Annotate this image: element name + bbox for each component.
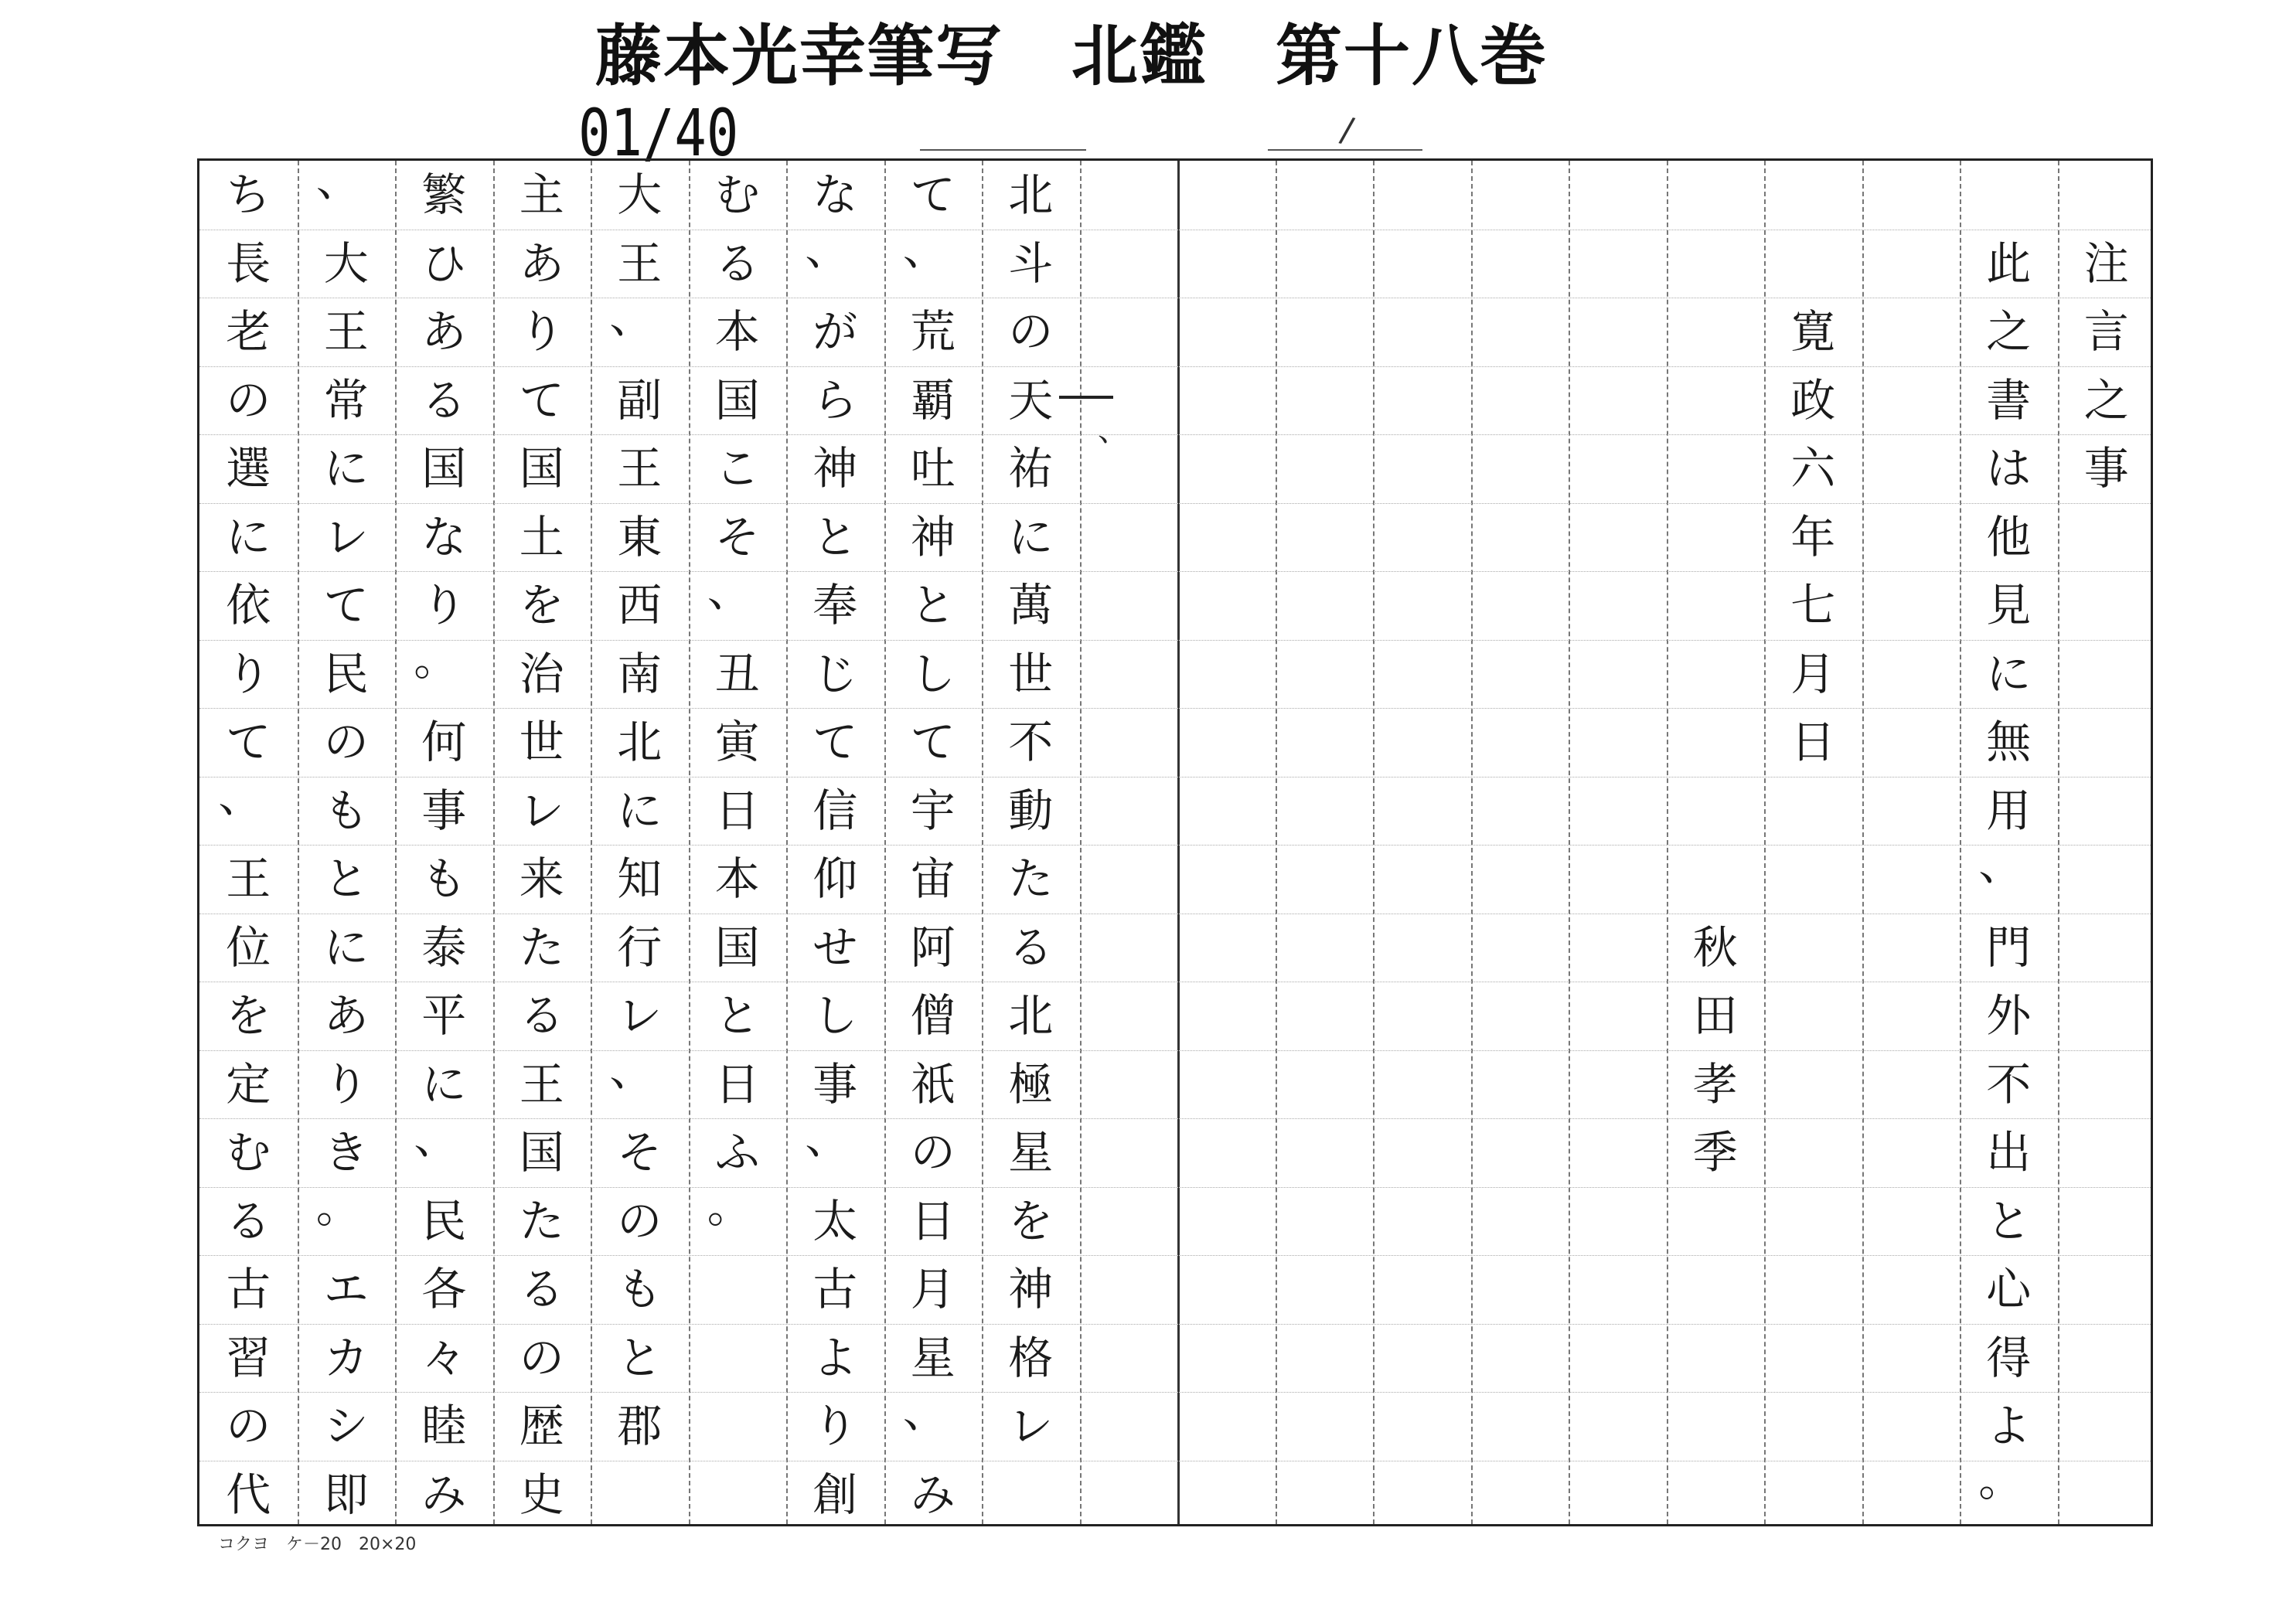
document-title: 藤本光幸筆写 北鑑 第十八巻 (595, 18, 1548, 95)
scan-dash-mark (920, 149, 1086, 151)
glyph: せ (812, 920, 858, 974)
grid-row-line (199, 640, 2151, 641)
glyph: と (910, 579, 956, 632)
glyph: 本 (714, 305, 760, 359)
glyph: 神 (812, 442, 858, 495)
glyph: 政 (1790, 373, 1836, 427)
glyph: に (421, 1057, 467, 1111)
glyph: 睦 (421, 1400, 467, 1453)
glyph: 大 (323, 236, 369, 290)
glyph: 無 (1986, 716, 2032, 769)
glyph: 本 (714, 852, 760, 906)
glyph: 世 (1008, 647, 1054, 700)
glyph: エ (323, 1263, 369, 1316)
glyph: る (226, 1194, 271, 1247)
glyph: 即 (323, 1468, 369, 1521)
glyph: 極 (1008, 1057, 1054, 1111)
glyph: 斗 (1008, 236, 1054, 290)
grid-row-line (199, 366, 2151, 367)
glyph: 繁 (421, 168, 467, 222)
glyph: 平 (421, 989, 467, 1043)
glyph: 民 (421, 1194, 467, 1247)
glyph: 吐 (910, 442, 956, 495)
glyph: も (617, 1263, 663, 1316)
glyph: 何 (421, 716, 467, 769)
glyph: た (1008, 852, 1054, 906)
glyph: 用 (1986, 784, 2032, 837)
glyph: る (421, 373, 467, 427)
glyph: ら (812, 373, 858, 427)
glyph: と (323, 852, 369, 906)
glyph: 阿 (910, 920, 956, 974)
glyph: 王 (323, 305, 369, 359)
glyph: 依 (226, 579, 271, 632)
grid-row-line (199, 1118, 2151, 1119)
glyph: 萬 (1008, 579, 1054, 632)
glyph: み (421, 1468, 467, 1521)
glyph: り (323, 1057, 369, 1111)
glyph: に (1008, 510, 1054, 563)
glyph: 、 (414, 1111, 459, 1165)
glyph: シ (323, 1400, 369, 1453)
glyph: 荒 (910, 305, 956, 359)
grid-row-line (199, 571, 2151, 572)
glyph: 六 (1790, 442, 1836, 495)
glyph: よ (1986, 1400, 2032, 1453)
glyph: 祐 (1008, 442, 1054, 495)
glyph: の (617, 1194, 663, 1247)
glyph: る (519, 1263, 564, 1316)
glyph: 知 (617, 852, 663, 906)
glyph: 宙 (910, 852, 956, 906)
glyph: 、 (902, 1385, 948, 1438)
glyph: と (714, 989, 760, 1043)
glyph: 長 (226, 236, 271, 290)
glyph: 動 (1008, 784, 1054, 837)
glyph: 門 (1986, 920, 2032, 974)
glyph: 之 (2083, 373, 2129, 427)
glyph: 月 (910, 1263, 956, 1316)
body-line-9-text (199, 161, 200, 162)
glyph: も (323, 784, 369, 837)
glyph: 位 (226, 920, 271, 974)
glyph: 、 (902, 222, 948, 275)
grid-row-line (199, 1392, 2151, 1393)
glyph: 北 (1008, 168, 1054, 222)
glyph: し (812, 989, 858, 1043)
glyph: 七 (1790, 579, 1836, 632)
glyph: 田 (1692, 989, 1738, 1043)
glyph: 信 (812, 784, 858, 837)
glyph: 王 (519, 1057, 564, 1111)
glyph: 常 (323, 373, 369, 427)
glyph: 治 (519, 647, 564, 700)
glyph: 寛 (1790, 305, 1836, 359)
glyph: 古 (226, 1263, 271, 1316)
glyph: 。 (414, 632, 459, 686)
glyph: な (812, 168, 858, 222)
glyph: 日 (714, 1057, 760, 1111)
glyph: 、 (1978, 838, 2024, 891)
glyph: 国 (421, 442, 467, 495)
glyph: 此 (1986, 236, 2032, 290)
page-number: 01/40 (578, 95, 739, 171)
glyph: ち (226, 168, 271, 222)
glyph: 東 (617, 510, 663, 563)
glyph: の (910, 1126, 956, 1179)
glyph: 僧 (910, 989, 956, 1043)
glyph: 他 (1986, 510, 2032, 563)
glyph: り (812, 1400, 858, 1453)
glyph: 星 (910, 1331, 956, 1384)
glyph: り (226, 647, 271, 700)
glyph: 史 (519, 1468, 564, 1521)
grid-row-line (199, 503, 2151, 504)
glyph: 孝 (1692, 1057, 1738, 1111)
glyph: 不 (1008, 716, 1054, 769)
glyph: 国 (714, 373, 760, 427)
glyph: の (226, 1400, 271, 1453)
glyph: 言 (2083, 305, 2129, 359)
glyph: 太 (812, 1194, 858, 1247)
glyph: は (1986, 442, 2032, 495)
glyph: あ (519, 236, 564, 290)
glyph: 事 (812, 1057, 858, 1111)
glyph: 見 (1986, 579, 2032, 632)
glyph: レ (617, 989, 663, 1043)
glyph: 民 (323, 647, 369, 700)
glyph: る (519, 989, 564, 1043)
glyph: 創 (812, 1468, 858, 1521)
glyph: た (519, 1194, 564, 1247)
glyph: む (226, 1126, 271, 1179)
glyph: レ (323, 510, 369, 563)
glyph: 国 (519, 1126, 564, 1179)
grid-row-line (199, 708, 2151, 709)
glyph: 之 (1986, 305, 2032, 359)
glyph: 不 (1986, 1057, 2032, 1111)
grid-row-line (199, 1050, 2151, 1051)
slash-mark: / (1337, 110, 1358, 151)
glyph: 国 (714, 920, 760, 974)
glyph: 宇 (910, 784, 956, 837)
glyph: 神 (910, 510, 956, 563)
grid-row-line (199, 845, 2151, 846)
glyph: 、 (805, 222, 850, 275)
glyph: 、 (707, 564, 752, 618)
glyph: り (519, 305, 564, 359)
glyph: 格 (1008, 1331, 1054, 1384)
glyph: ふ (714, 1126, 760, 1179)
glyph: 定 (226, 1057, 271, 1111)
glyph: 選 (226, 442, 271, 495)
glyph: 心 (1986, 1263, 2032, 1316)
glyph: に (1986, 647, 2032, 700)
glyph: カ (323, 1331, 369, 1384)
glyph: 。 (315, 1179, 361, 1233)
glyph: 仰 (812, 852, 858, 906)
glyph: 奉 (812, 579, 858, 632)
glyph: 秋 (1692, 920, 1738, 974)
glyph: 。 (1978, 1453, 2024, 1506)
glyph: て (910, 168, 956, 222)
glyph: そ (617, 1126, 663, 1179)
glyph: 、 (315, 154, 361, 207)
glyph: に (226, 510, 271, 563)
glyph: 行 (617, 920, 663, 974)
glyph: 日 (910, 1194, 956, 1247)
glyph: 歴 (519, 1400, 564, 1453)
glyph: し (910, 647, 956, 700)
glyph: 、 (609, 1043, 655, 1096)
glyph: 天 (1008, 373, 1054, 427)
glyph: と (812, 510, 858, 563)
glyph: の (1008, 305, 1054, 359)
glyph: に (323, 442, 369, 495)
glyph: 西 (617, 579, 663, 632)
glyph: 古 (812, 1263, 858, 1316)
glyph: て (323, 579, 369, 632)
glyph: き (323, 1126, 369, 1179)
glyph: じ (812, 647, 858, 700)
glyph: そ (714, 510, 760, 563)
glyph: 王 (617, 442, 663, 495)
glyph: 南 (617, 647, 663, 700)
glyph: 世 (519, 716, 564, 769)
comma-mark: 、 (1098, 413, 1129, 448)
grid-row-line (199, 434, 2151, 435)
glyph: 代 (226, 1468, 271, 1521)
glyph: を (226, 989, 271, 1043)
glyph: 各 (421, 1263, 467, 1316)
dash-mark (1059, 396, 1113, 399)
glyph: て (519, 373, 564, 427)
glyph: 覇 (910, 373, 956, 427)
glyph: 日 (1790, 716, 1836, 769)
glyph: 北 (1008, 989, 1054, 1043)
glyph: 日 (714, 784, 760, 837)
glyph: あ (323, 989, 369, 1043)
glyph: 事 (2083, 442, 2129, 495)
glyph: ひ (421, 236, 467, 290)
glyph: の (323, 716, 369, 769)
glyph: に (617, 784, 663, 837)
glyph: て (226, 716, 271, 769)
glyph: も (421, 852, 467, 906)
glyph: 季 (1692, 1126, 1738, 1179)
glyph: 、 (609, 291, 655, 344)
grid-row-line (199, 1255, 2151, 1256)
glyph: 注 (2083, 236, 2129, 290)
glyph: み (910, 1468, 956, 1521)
glyph: 得 (1986, 1331, 2032, 1384)
glyph: 星 (1008, 1126, 1054, 1179)
glyph: レ (1008, 1400, 1054, 1453)
glyph: 月 (1790, 647, 1836, 700)
glyph: と (1986, 1194, 2032, 1247)
glyph: て (812, 716, 858, 769)
glyph: た (519, 920, 564, 974)
glyph: る (714, 236, 760, 290)
paper-brand-footer: コクヨ ケ－20 20×20 (218, 1535, 417, 1554)
grid-row-line (199, 1324, 2151, 1325)
glyph: 国 (519, 442, 564, 495)
glyph: む (714, 168, 760, 222)
glyph: こ (714, 442, 760, 495)
glyph: 王 (226, 852, 271, 906)
glyph: に (323, 920, 369, 974)
glyph: と (617, 1331, 663, 1384)
glyph: 、 (805, 1111, 850, 1165)
glyph: 寅 (714, 716, 760, 769)
glyph: あ (421, 305, 467, 359)
glyph: 主 (519, 168, 564, 222)
glyph: 北 (617, 716, 663, 769)
grid-row-line (199, 1187, 2151, 1188)
glyph: 出 (1986, 1126, 2032, 1179)
manuscript-grid (197, 154, 2153, 1526)
glyph: を (1008, 1194, 1054, 1247)
glyph: 書 (1986, 373, 2032, 427)
glyph: 丑 (714, 647, 760, 700)
glyph: 老 (226, 305, 271, 359)
glyph: よ (812, 1331, 858, 1384)
glyph: 年 (1790, 510, 1836, 563)
glyph: 神 (1008, 1263, 1054, 1316)
glyph: 、 (218, 769, 264, 822)
glyph: 祇 (910, 1057, 956, 1111)
glyph: レ (519, 784, 564, 837)
glyph: 副 (617, 373, 663, 427)
glyph: 外 (1986, 989, 2032, 1043)
glyph: を (519, 579, 564, 632)
glyph: 事 (421, 784, 467, 837)
glyph: の (519, 1331, 564, 1384)
glyph: て (910, 716, 956, 769)
glyph: 々 (421, 1331, 467, 1384)
glyph: り (421, 579, 467, 632)
glyph: 大 (617, 168, 663, 222)
glyph: な (421, 510, 467, 563)
glyph: る (1008, 920, 1054, 974)
glyph: 。 (707, 1179, 752, 1233)
glyph: 泰 (421, 920, 467, 974)
glyph: 王 (617, 236, 663, 290)
glyph: 来 (519, 852, 564, 906)
glyph: 土 (519, 510, 564, 563)
glyph: 郡 (617, 1400, 663, 1453)
glyph: 習 (226, 1331, 271, 1384)
glyph: が (812, 305, 858, 359)
glyph: の (226, 373, 271, 427)
